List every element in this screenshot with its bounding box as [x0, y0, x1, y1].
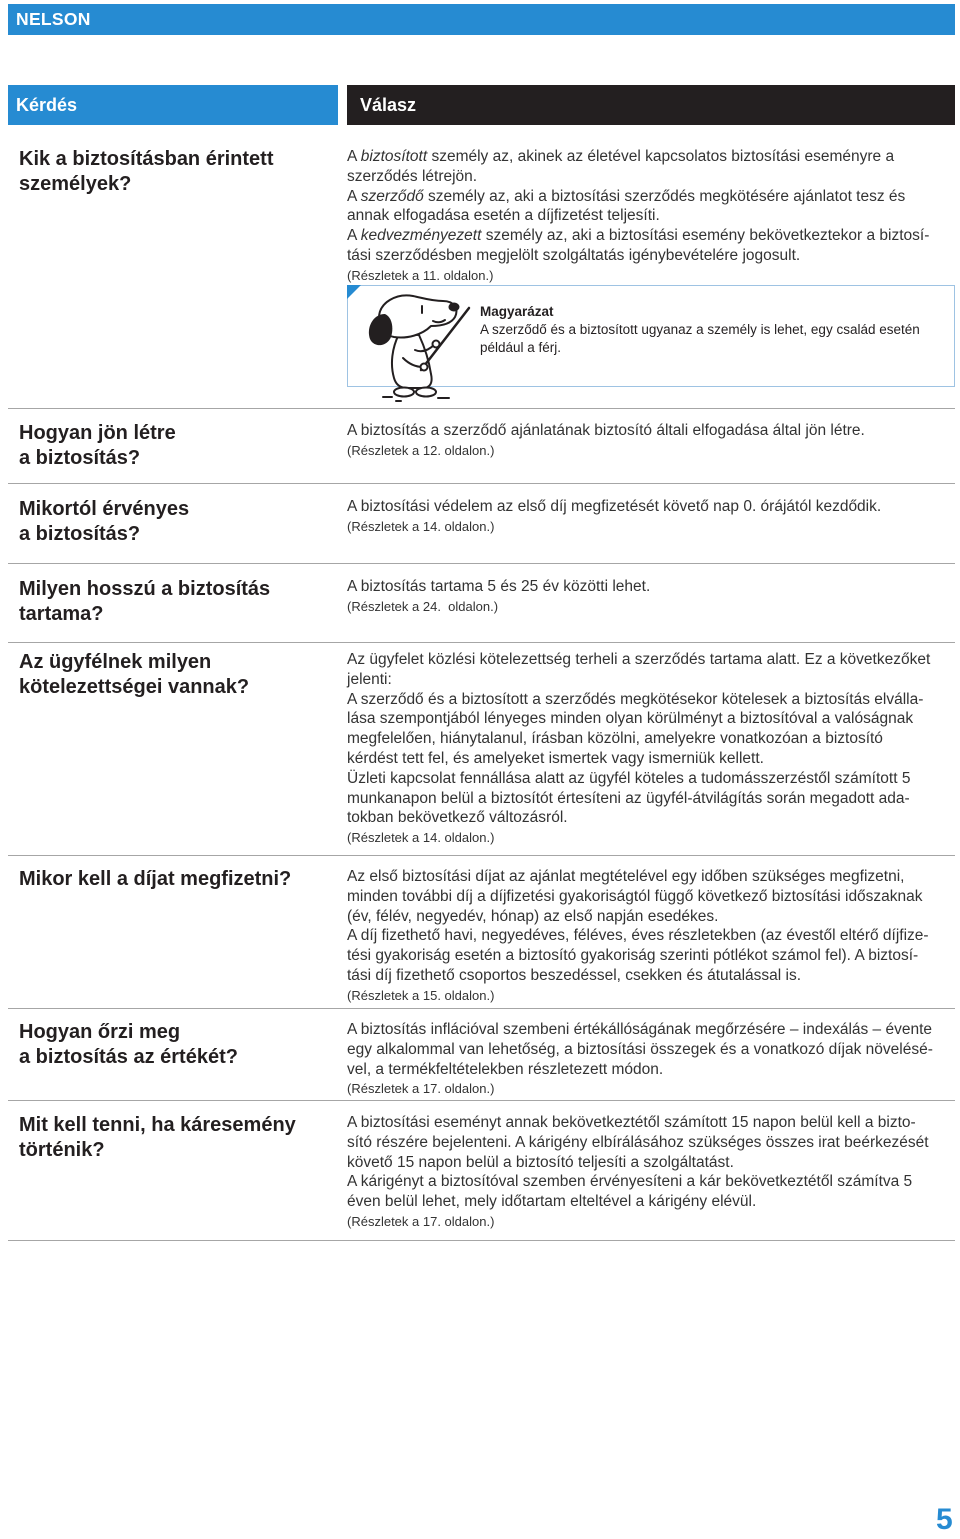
question [19, 577, 338, 627]
question-line: Mikor kell a díjat megfizetni? [19, 868, 292, 890]
question-line: Mikortól érvényes [19, 498, 190, 520]
question-line: Mit kell tenni, ha káresemény [19, 1114, 296, 1136]
answer [347, 650, 955, 847]
explanation-box [347, 285, 955, 387]
question-line: tartama? [19, 603, 104, 625]
answer [347, 147, 955, 285]
answer-line: szerződés létrejön. [347, 167, 478, 185]
answer-line: munkanapon belül a biztosítót értesíteni az ügyfél-átvilágítás során megadott ada- [347, 789, 910, 807]
answer-line: annak elfogadása esetén a díjfizetést teljesíti. [347, 207, 660, 225]
brand-header-bar [8, 4, 955, 35]
question [19, 1113, 338, 1163]
answer-line: A biztosítás tartama 5 és 25 év közötti lehet. [347, 578, 651, 595]
answer [347, 421, 955, 460]
question-line: személyek? [19, 173, 132, 195]
answer-line: A biztosítási védelem az első díj megfizetését követő nap 0. órájától kezdődik. [347, 498, 882, 515]
answer-line: lása szempontjából lényeges minden olyan körülményt a biztosítóval a valóságnak [347, 710, 914, 728]
answer [347, 867, 955, 1005]
answer-line: jelenti: [347, 670, 392, 688]
question-line: kötelezettségei vannak? [19, 676, 250, 698]
answer-line [347, 226, 955, 246]
page-reference: (Részletek a 12. oldalon.) [347, 442, 495, 458]
answer [347, 1020, 955, 1098]
explanation-line: például a férj. [480, 340, 562, 355]
answer-line: Üzleti kapcsolat fennállása alatt az ügyfél köteles a tudomásszerzéstől számított 5 [347, 769, 911, 787]
question-line: Hogyan jön létre [19, 422, 176, 444]
answer-line: A biztosítási eseményt annak bekövetkeztétől számított 15 napon belül kell a bizto- [347, 1114, 916, 1131]
question [19, 650, 338, 700]
explanation-title: Magyarázat [480, 304, 554, 319]
question [19, 497, 338, 547]
question-line: a biztosítás? [19, 523, 141, 545]
page-reference: (Részletek a 15. oldalon.) [347, 987, 495, 1003]
answer-line: A szerződő és a biztosított a szerződés megkötésekor kötelesek a biztosítás elválla- [347, 690, 924, 708]
question-column-header [8, 85, 338, 125]
question-line: a biztosítás az értékét? [19, 1046, 238, 1068]
question-line: a biztosítás? [19, 447, 141, 469]
answer-line: tási szerződésben megjelölt szolgáltatás igénybevételére jogosult. [347, 246, 801, 264]
answer-line: A díj fizethető havi, negyedéves, féléves, éves részletekben (az évestől eltérő díjfize- [347, 927, 929, 945]
answer-line: egy alkalommal van lehetőség, a biztosítási összegek és a vonatkozó díjak növelésé- [347, 1040, 933, 1058]
emphasized-term: szerződő [360, 187, 424, 205]
page-reference: (Részletek a 11. oldalon.) [347, 267, 494, 283]
row-divider [8, 1008, 955, 1009]
answer-line: Az első biztosítási díjat az ajánlat megtételével egy időben szükséges megfizetni, [347, 868, 905, 885]
answer-line: kérdést tett fel, és amelyeket ismertek vagy ismerniük kellett. [347, 749, 764, 767]
question-line: Kik a biztosításban érintett [19, 148, 274, 170]
question [19, 147, 338, 197]
question [19, 1020, 338, 1070]
answer-line: tási díj fizethető csoportos beszedéssel, csekken és átutalással is. [347, 966, 802, 984]
answer-line: minden további díj a díjfizetési gyakoriságtól függő következő biztosítási időszaknak [347, 887, 923, 905]
page-reference: (Részletek a 24. oldalon.) [347, 598, 499, 614]
question-line: Hogyan őrzi meg [19, 1021, 181, 1043]
brand-name: NELSON [16, 9, 91, 29]
explanation-text [480, 303, 950, 357]
answer-line: A biztosítás a szerződő ajánlatának biztosító általi elfogadása által jön létre. [347, 422, 865, 439]
row-divider [8, 1240, 955, 1241]
row-divider [8, 642, 955, 643]
page-reference: (Részletek a 14. oldalon.) [347, 518, 495, 534]
question-column-label: Kérdés [16, 95, 78, 115]
page-reference: (Részletek a 14. oldalon.) [347, 830, 495, 846]
page-reference: (Részletek a 17. oldalon.) [347, 1081, 495, 1097]
question-line: Az ügyfélnek milyen [19, 651, 212, 673]
answer-column-label: Válasz [360, 95, 417, 115]
row-divider [8, 483, 955, 484]
explanation-line: A szerződő és a biztosított ugyanaz a személy is lehet, egy család esetén [480, 322, 920, 337]
answer-line: vel, a termékfeltételekben részletezett módon. [347, 1060, 664, 1078]
row-divider [8, 1100, 955, 1101]
question [19, 867, 338, 892]
answer [347, 577, 955, 616]
page-number: 5 [936, 1503, 953, 1536]
row-divider [8, 563, 955, 564]
answer-line: Az ügyfelet közlési kötelezettség terheli a szerződés tartama alatt. Ez a következőket [347, 651, 931, 668]
row-divider [8, 855, 955, 856]
page-reference: (Részletek a 17. oldalon.) [347, 1213, 495, 1229]
answer-line: A biztosítás inflációval szembeni értékállóságának megőrzésére – indexálás – évente [347, 1021, 933, 1038]
answer-line: A kárigényt a biztosítóval szemben érvényesíteni a kár bekövetkeztétől számítva 5 [347, 1173, 913, 1191]
answer-line: tokban bekövetkező változásról. [347, 809, 568, 827]
row-divider [8, 408, 955, 409]
answer [347, 1113, 955, 1231]
answer-text: A [347, 227, 361, 245]
answer-line: (év, félév, negyedév, hónap) az első napján esedékes. [347, 907, 719, 925]
answer-column-header [347, 85, 955, 125]
answer-text: A [347, 148, 361, 165]
answer-line [347, 147, 955, 167]
answer-line: megfelelően, hiánytalanul, írásban közölni, amelyekre vonatkozóan a biztosító [347, 730, 883, 748]
emphasized-term: biztosított [360, 148, 428, 165]
answer-line: éven belül lehet, mely időtartam elteltével a kárigény elévül. [347, 1193, 757, 1211]
cartoon-dog-with-pointer-illustration [359, 290, 479, 402]
answer-line: sító részére bejelenteni. A kárigény elbírálásához szükséges összes irat beérkezését [347, 1133, 929, 1151]
answer-text: személy az, aki a biztosítási szerződés megkötésére ajánlatot tesz és [423, 187, 906, 205]
question [19, 421, 338, 471]
answer [347, 497, 955, 536]
answer-text: személy az, aki a biztosítási esemény bekövetkeztekor a biztosí- [481, 227, 930, 245]
answer-line [347, 187, 955, 207]
emphasized-term: kedvezményezett [360, 227, 482, 245]
answer-line: tési gyakoriság esetén a biztosító gyakoriság szerinti pótlékot számol fel). A biztosí- [347, 947, 919, 965]
question-line: történik? [19, 1139, 105, 1161]
answer-text: személy az, akinek az életével kapcsolatos biztosítási eseményre a [427, 148, 895, 165]
question-line: Milyen hosszú a biztosítás [19, 578, 271, 600]
answer-line: követő 15 napon belül a biztosító teljesíti a szolgáltatást. [347, 1153, 734, 1171]
answer-text: A [347, 187, 361, 205]
